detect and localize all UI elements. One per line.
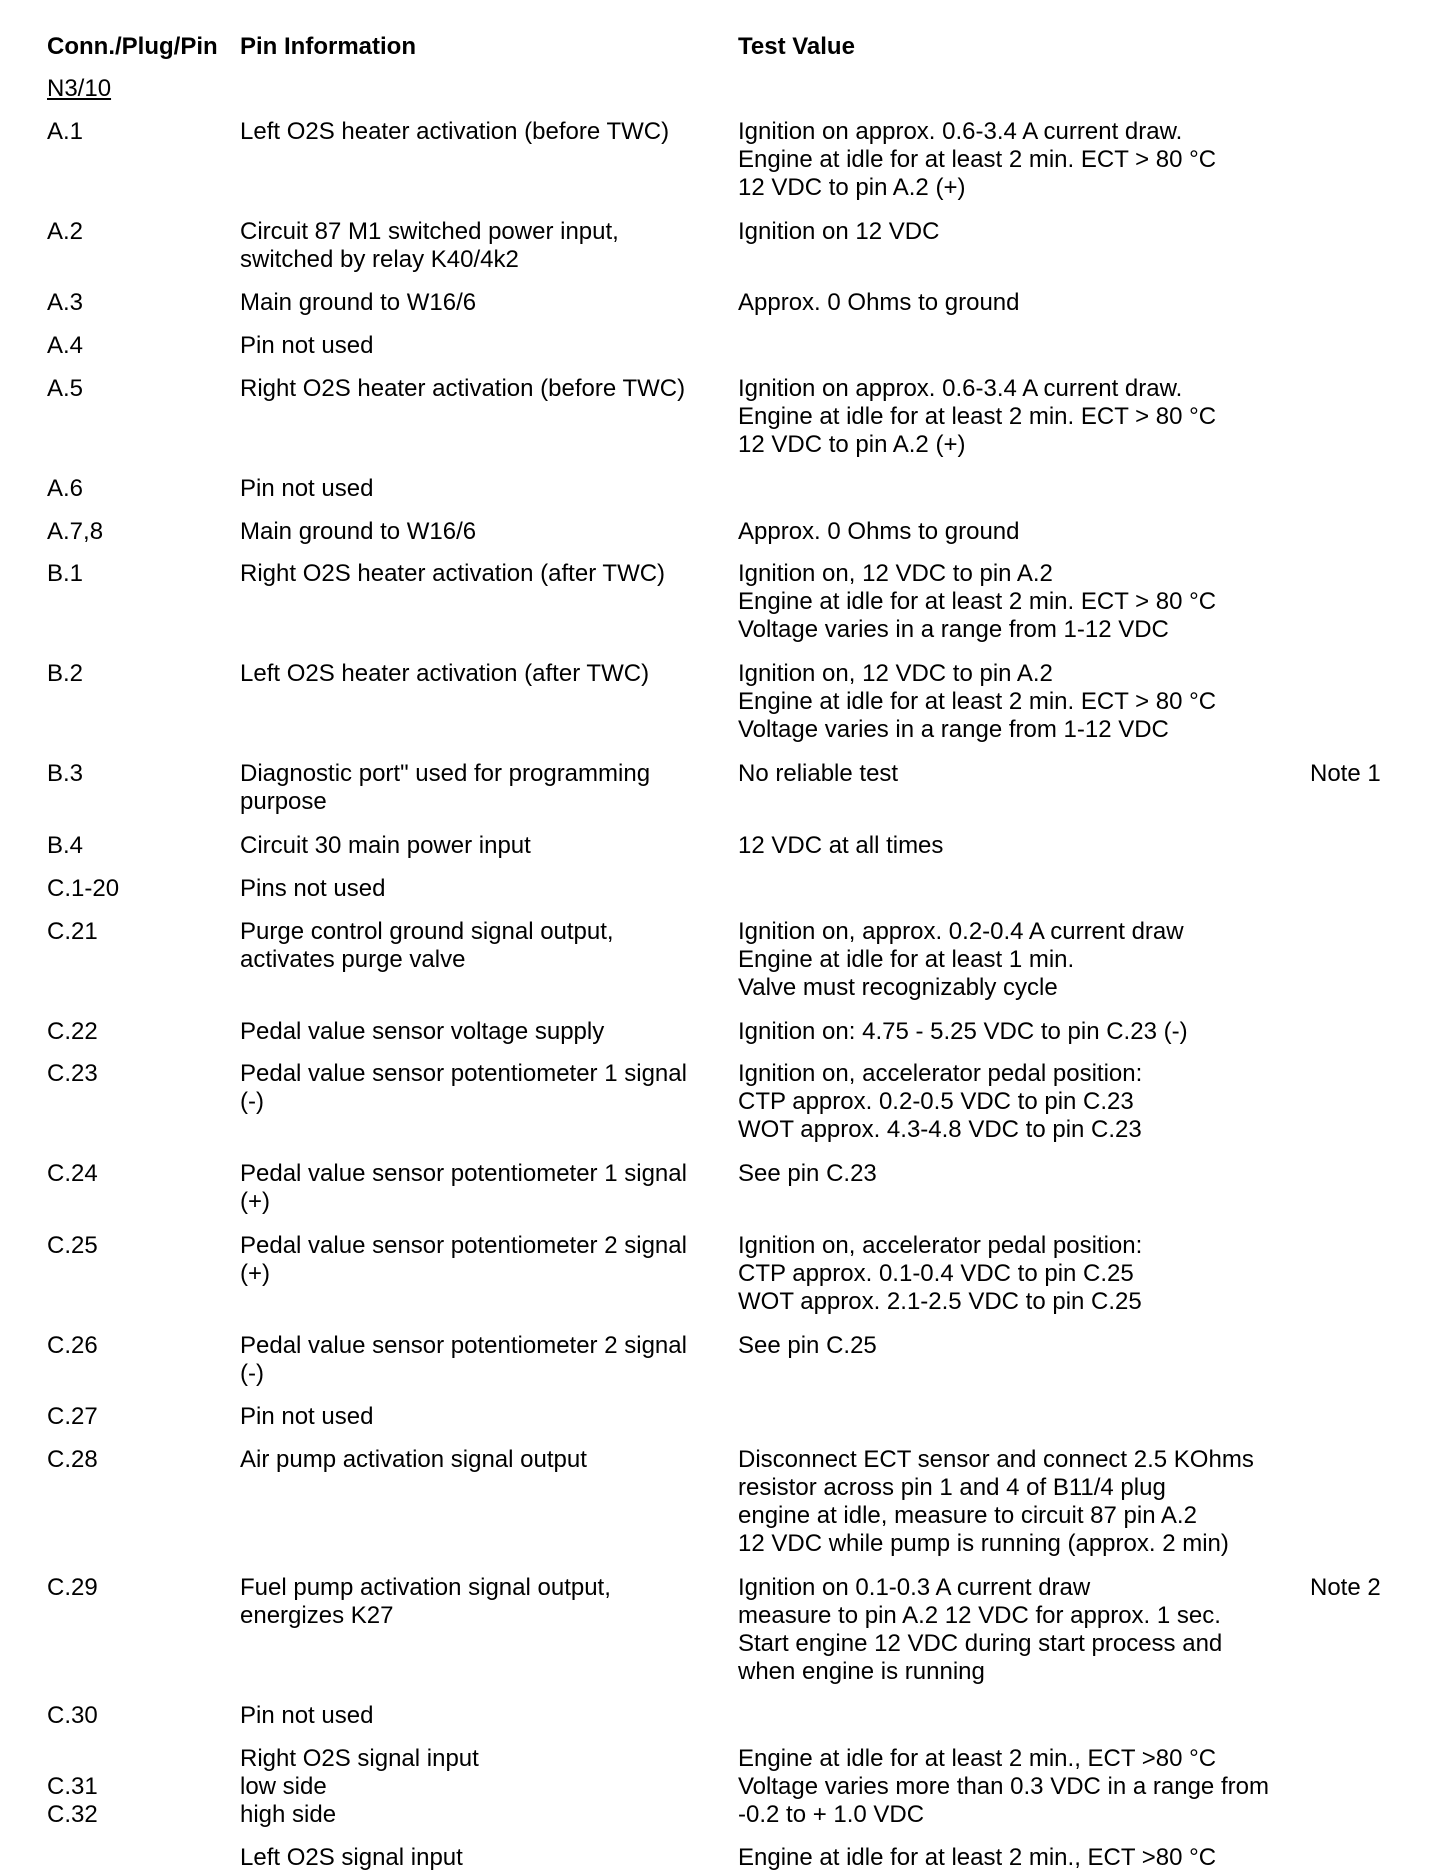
pin-cell: B.1 <box>47 560 84 587</box>
pin-cell: A.7,8 <box>47 518 104 545</box>
pin-cell: A.6 <box>47 475 84 502</box>
test-value-cell: Engine at idle for at least 2 min., ECT >80 °C <box>738 1844 1217 1871</box>
pin-cell: C.27 <box>47 1403 98 1430</box>
test-value-cell: Ignition on, accelerator pedal position: CTP approx. 0.2-0.5 VDC to pin C.23 WOT approx. 4.3-4.8 VDC to pin C.23 <box>738 1060 1143 1143</box>
test-value-cell: Ignition on, approx. 0.2-0.4 A current draw Engine at idle for at least 1 min. Valve must recognizably cycle <box>738 918 1184 1001</box>
test-value-cell: Disconnect ECT sensor and connect 2.5 KOhms resistor across pin 1 and 4 of B11/4 plug engine at idle, measure to circuit 87 pin A.2 12 VDC while pump is running (approx. 2 min) <box>738 1446 1254 1557</box>
pin-cell: C.22 <box>47 1018 98 1045</box>
header-test-value: Test Value <box>738 33 855 60</box>
pin-cell: B.2 <box>47 660 84 687</box>
pin-cell: A.5 <box>47 375 84 402</box>
pin-info-cell: Right O2S heater activation (before TWC) <box>240 375 686 402</box>
pin-info-cell: Pin not used <box>240 1403 374 1430</box>
pin-info-cell: Left O2S signal input <box>240 1844 463 1871</box>
pin-info-cell: Pedal value sensor voltage supply <box>240 1018 605 1045</box>
pin-info-cell: Air pump activation signal output <box>240 1446 587 1473</box>
pin-info-cell: Pedal value sensor potentiometer 1 signal (+) <box>240 1160 687 1215</box>
test-value-cell: Ignition on, accelerator pedal position: CTP approx. 0.1-0.4 VDC to pin C.25 WOT approx. 2.1-2.5 VDC to pin C.25 <box>738 1232 1143 1315</box>
pin-info-cell: Circuit 30 main power input <box>240 832 531 859</box>
pin-info-cell: Pin not used <box>240 475 374 502</box>
pin-cell: A.2 <box>47 218 84 245</box>
test-value-cell: Ignition on, 12 VDC to pin A.2 Engine at idle for at least 2 min. ECT > 80 °C Voltage varies in a range from 1-12 VDC <box>738 560 1217 643</box>
test-value-cell: Ignition on approx. 0.6-3.4 A current draw. Engine at idle for at least 2 min. ECT > 80 °C 12 VDC to pin A.2 (+) <box>738 375 1217 458</box>
pin-cell: C.23 <box>47 1060 98 1087</box>
test-value-cell: Approx. 0 Ohms to ground <box>738 289 1020 316</box>
pin-info-cell: Pedal value sensor potentiometer 1 signal (-) <box>240 1060 687 1115</box>
pin-info-cell: Pin not used <box>240 332 374 359</box>
pin-info-cell: Pin not used <box>240 1702 374 1729</box>
test-value-cell: Engine at idle for at least 2 min., ECT >80 °C Voltage varies more than 0.3 VDC in a range from -0.2 to + 1.0 VDC <box>738 1745 1269 1828</box>
pin-cell: B.3 <box>47 760 84 787</box>
pin-cell: A.1 <box>47 118 84 145</box>
pin-info-cell: Circuit 87 M1 switched power input, switched by relay K40/4k2 <box>240 218 619 273</box>
test-value-cell: See pin C.25 <box>738 1332 877 1359</box>
header-conn-plug-pin: Conn./Plug/Pin <box>47 33 218 60</box>
test-value-cell: Ignition on 12 VDC <box>738 218 940 245</box>
pin-info-cell: Pedal value sensor potentiometer 2 signal (+) <box>240 1232 687 1287</box>
pin-info-cell: Left O2S heater activation (before TWC) <box>240 118 670 145</box>
test-value-cell: No reliable test <box>738 760 899 787</box>
pin-info-cell: Right O2S heater activation (after TWC) <box>240 560 666 587</box>
pin-cell: A.3 <box>47 289 84 316</box>
pin-info-cell: Pedal value sensor potentiometer 2 signal (-) <box>240 1332 687 1387</box>
pin-info-cell: Purge control ground signal output, activates purge valve <box>240 918 614 973</box>
test-value-cell: Ignition on approx. 0.6-3.4 A current draw. Engine at idle for at least 2 min. ECT > 80 °C 12 VDC to pin A.2 (+) <box>738 118 1217 201</box>
test-value-cell: 12 VDC at all times <box>738 832 944 859</box>
pin-info-cell: Fuel pump activation signal output, energizes K27 <box>240 1574 611 1629</box>
pin-cell: C.31 C.32 <box>47 1773 98 1828</box>
test-value-cell: Ignition on 0.1-0.3 A current draw measure to pin A.2 12 VDC for approx. 1 sec. Start engine 12 VDC during start process and when engine is running <box>738 1574 1223 1685</box>
test-value-cell: Approx. 0 Ohms to ground <box>738 518 1020 545</box>
pin-info-cell: Pins not used <box>240 875 386 902</box>
pin-cell: C.26 <box>47 1332 98 1359</box>
pin-info-cell: Main ground to W16/6 <box>240 518 477 545</box>
pin-info-cell: Right O2S signal input low side high side <box>240 1745 479 1828</box>
pin-info-cell: Left O2S heater activation (after TWC) <box>240 660 650 687</box>
test-value-cell: See pin C.23 <box>738 1160 877 1187</box>
pin-info-cell: Main ground to W16/6 <box>240 289 477 316</box>
note-cell: Note 1 <box>1310 760 1381 787</box>
pin-cell: A.4 <box>47 332 84 359</box>
pin-info-cell: Diagnostic port" used for programming purpose <box>240 760 651 815</box>
pin-cell: B.4 <box>47 832 84 859</box>
connector-label: N3/10 <box>47 75 112 102</box>
pin-cell: C.29 <box>47 1574 98 1601</box>
test-value-cell: Ignition on, 12 VDC to pin A.2 Engine at idle for at least 2 min. ECT > 80 °C Voltage varies in a range from 1-12 VDC <box>738 660 1217 743</box>
pin-cell: C.30 <box>47 1702 98 1729</box>
pin-cell: C.24 <box>47 1160 98 1187</box>
test-value-cell: Ignition on: 4.75 - 5.25 VDC to pin C.23 (-) <box>738 1018 1188 1045</box>
pin-cell: C.21 <box>47 918 98 945</box>
note-cell: Note 2 <box>1310 1574 1381 1601</box>
pin-cell: C.25 <box>47 1232 98 1259</box>
header-pin-information: Pin Information <box>240 33 416 60</box>
pin-cell: C.28 <box>47 1446 98 1473</box>
pin-cell: C.1-20 <box>47 875 120 902</box>
